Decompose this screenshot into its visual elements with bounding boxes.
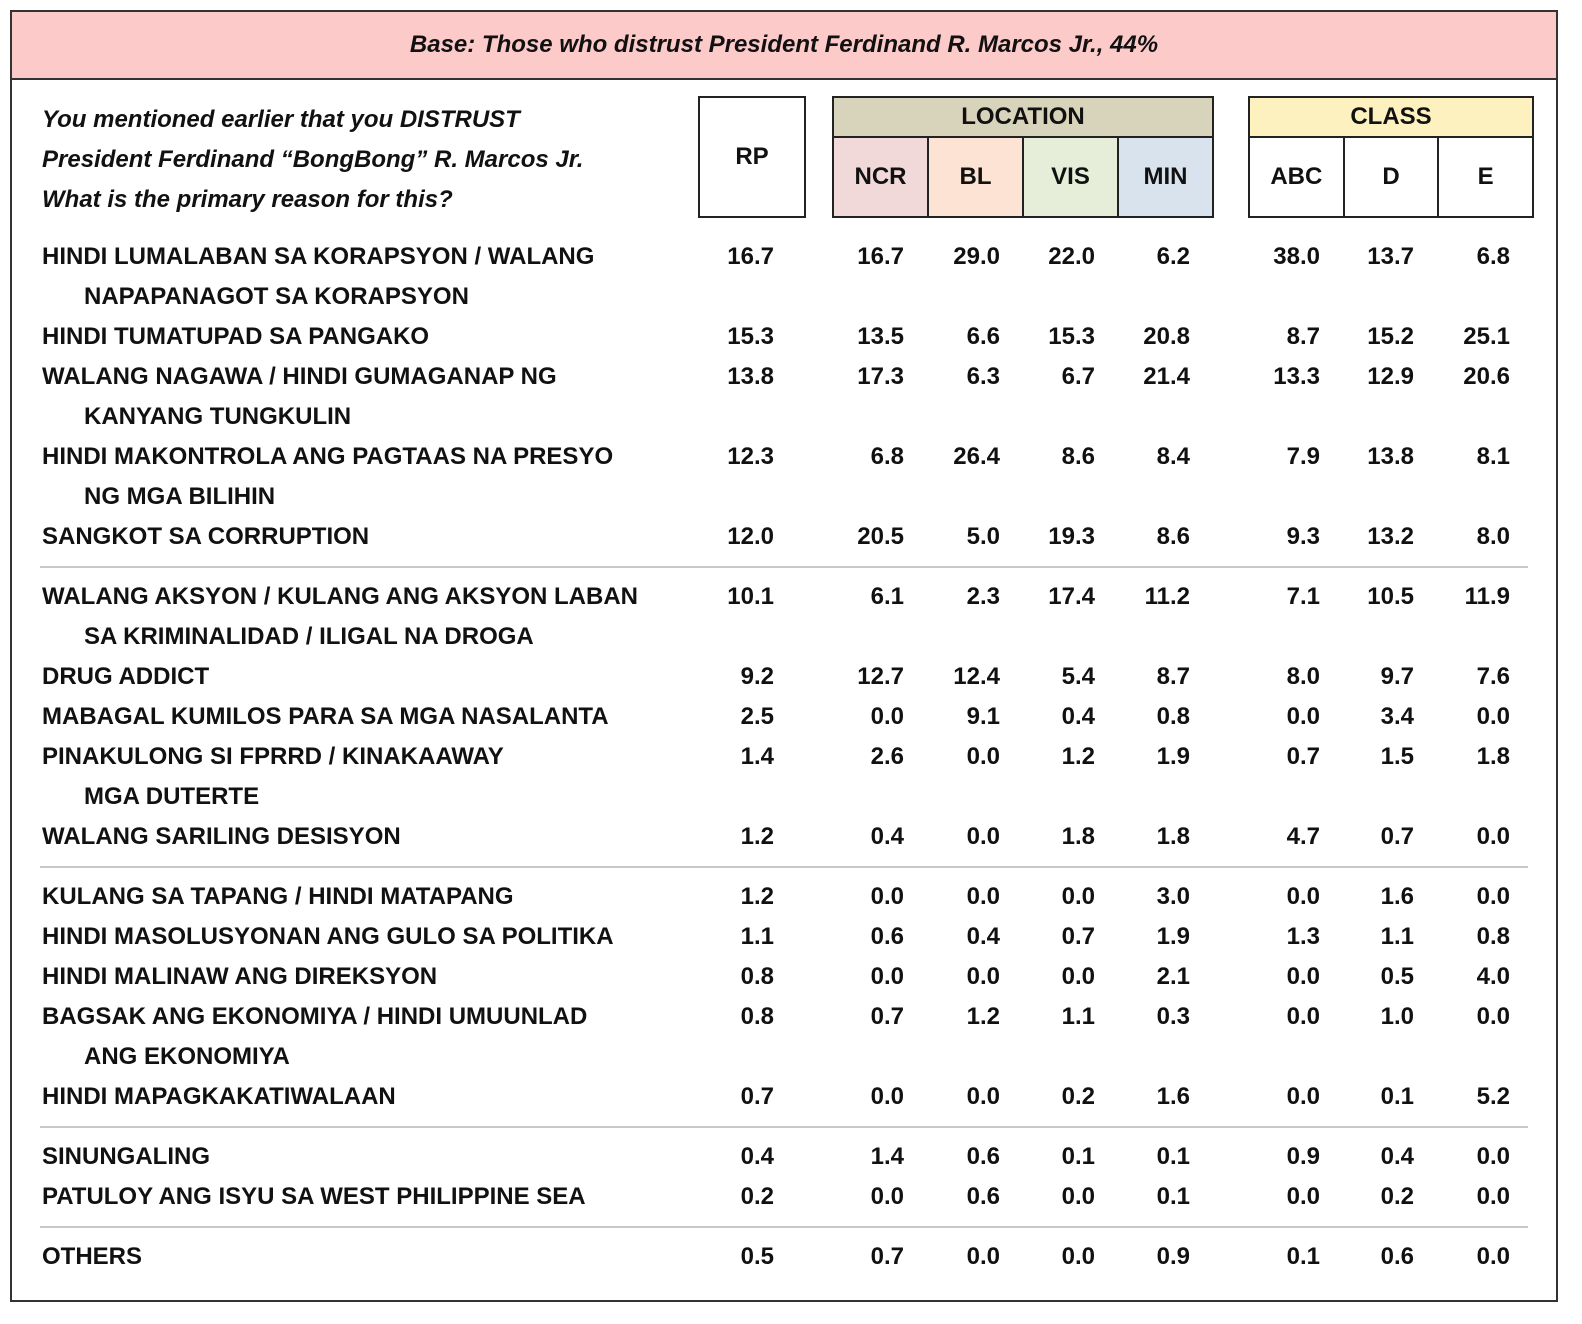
cell-rp: 0.7 — [740, 1083, 774, 1110]
cell-e: 4.0 — [1476, 963, 1510, 990]
cell-ncr: 6.1 — [870, 583, 904, 610]
row-label-line: HINDI MASOLUSYONAN ANG GULO SA POLITIKA — [42, 923, 614, 950]
row-label-line: WALANG AKSYON / KULANG ANG AKSYON LABAN — [42, 583, 638, 610]
cell-min: 1.6 — [1156, 1083, 1190, 1110]
cell-min: 8.4 — [1156, 443, 1190, 470]
cell-bl: 2.3 — [966, 583, 1000, 610]
row-label-line: BAGSAK ANG EKONOMIYA / HINDI UMUUNLAD — [42, 1003, 588, 1030]
cell-min: 0.8 — [1156, 703, 1190, 730]
cell-bl: 6.3 — [966, 363, 1000, 390]
cell-min: 0.9 — [1156, 1243, 1190, 1270]
cell-d: 12.9 — [1367, 363, 1414, 390]
cell-bl: 0.6 — [966, 1143, 1000, 1170]
cell-vis: 22.0 — [1048, 243, 1095, 270]
cell-ncr: 0.0 — [870, 963, 904, 990]
cell-min: 6.2 — [1156, 243, 1190, 270]
section-divider — [12, 557, 1556, 577]
row-label-line: OTHERS — [42, 1243, 143, 1270]
cell-rp: 0.2 — [740, 1183, 774, 1210]
cell-vis: 1.1 — [1061, 1003, 1095, 1030]
cell-abc: 13.3 — [1273, 363, 1320, 390]
cell-e: 0.0 — [1476, 1143, 1510, 1170]
cell-abc: 0.1 — [1286, 1243, 1320, 1270]
cell-vis: 0.4 — [1061, 703, 1095, 730]
cell-bl: 0.0 — [966, 823, 1000, 850]
cell-min: 1.9 — [1156, 743, 1190, 770]
section-divider — [12, 1217, 1556, 1237]
question-text — [42, 100, 682, 220]
cell-rp: 15.3 — [727, 323, 774, 350]
cell-ncr: 16.7 — [857, 243, 904, 270]
row-label — [42, 1137, 702, 1177]
base-text: Base: Those who distrust President Ferdinand R. Marcos Jr., 44% — [409, 31, 1159, 58]
col-header-d: D — [1345, 138, 1440, 216]
cell-d: 3.4 — [1380, 703, 1414, 730]
question-line: You mentioned earlier that you DISTRUST — [42, 106, 520, 133]
col-header-min: MIN — [1119, 138, 1212, 216]
cell-rp: 13.8 — [727, 363, 774, 390]
cell-vis: 5.4 — [1061, 663, 1095, 690]
cell-min: 8.6 — [1156, 523, 1190, 550]
row-label — [42, 437, 702, 517]
cell-d: 0.5 — [1380, 963, 1414, 990]
cell-rp: 1.2 — [740, 883, 774, 910]
cell-ncr: 0.0 — [870, 1183, 904, 1210]
cell-ncr: 0.0 — [870, 883, 904, 910]
cell-rp: 0.4 — [740, 1143, 774, 1170]
divider-line — [40, 866, 1528, 868]
table-frame — [10, 10, 1558, 1302]
table-row — [12, 697, 1556, 737]
cell-abc: 7.1 — [1286, 583, 1320, 610]
cell-bl: 12.4 — [953, 663, 1000, 690]
row-label-line: KANYANG TUNGKULIN — [84, 403, 352, 430]
question-line: President Ferdinand “BongBong” R. Marcos Jr. — [42, 146, 584, 173]
divider-line — [40, 1226, 1528, 1228]
cell-abc: 0.0 — [1286, 883, 1320, 910]
row-label — [42, 357, 702, 437]
table-row — [12, 737, 1556, 817]
cell-vis: 6.7 — [1061, 363, 1095, 390]
cell-abc: 0.9 — [1286, 1143, 1320, 1170]
cell-abc: 9.3 — [1286, 523, 1320, 550]
cell-d: 9.7 — [1380, 663, 1414, 690]
cell-e: 0.0 — [1476, 883, 1510, 910]
cell-abc: 0.7 — [1286, 743, 1320, 770]
cell-rp: 0.5 — [740, 1243, 774, 1270]
cell-d: 1.5 — [1380, 743, 1414, 770]
cell-rp: 1.2 — [740, 823, 774, 850]
row-label-line: DRUG ADDICT — [42, 663, 210, 690]
row-label-line: HINDI MAKONTROLA ANG PAGTAAS NA PRESYO — [42, 443, 614, 470]
cell-rp: 2.5 — [740, 703, 774, 730]
cell-e: 5.2 — [1476, 1083, 1510, 1110]
cell-rp: 1.1 — [740, 923, 774, 950]
table-row — [12, 1237, 1556, 1277]
row-label-line: NAPAPANAGOT SA KORAPSYON — [84, 283, 469, 310]
row-label-line: NG MGA BILIHIN — [84, 483, 276, 510]
cell-e: 8.0 — [1476, 523, 1510, 550]
cell-d: 0.7 — [1380, 823, 1414, 850]
cell-vis: 0.0 — [1061, 883, 1095, 910]
cell-abc: 0.0 — [1286, 703, 1320, 730]
cell-d: 0.1 — [1380, 1083, 1414, 1110]
question-line: What is the primary reason for this? — [42, 186, 453, 213]
row-label — [42, 1177, 702, 1217]
cell-vis: 0.0 — [1061, 1183, 1095, 1210]
row-label — [42, 737, 702, 817]
cell-abc: 38.0 — [1273, 243, 1320, 270]
cell-min: 0.3 — [1156, 1003, 1190, 1030]
table-row — [12, 877, 1556, 917]
cell-bl: 0.0 — [966, 743, 1000, 770]
cell-min: 21.4 — [1143, 363, 1190, 390]
cell-rp: 16.7 — [727, 243, 774, 270]
class-subheaders — [1250, 138, 1532, 216]
row-label-line: ANG EKONOMIYA — [84, 1043, 290, 1070]
cell-rp: 10.1 — [727, 583, 774, 610]
cell-d: 0.6 — [1380, 1243, 1414, 1270]
cell-ncr: 17.3 — [857, 363, 904, 390]
cell-vis: 0.7 — [1061, 923, 1095, 950]
cell-abc: 4.7 — [1286, 823, 1320, 850]
row-label-line: KULANG SA TAPANG / HINDI MATAPANG — [42, 883, 514, 910]
row-label — [42, 577, 702, 657]
cell-bl: 29.0 — [953, 243, 1000, 270]
cell-rp: 1.4 — [740, 743, 774, 770]
table-row — [12, 917, 1556, 957]
divider-line — [40, 1126, 1528, 1128]
cell-d: 13.8 — [1367, 443, 1414, 470]
cell-min: 8.7 — [1156, 663, 1190, 690]
table-row — [12, 997, 1556, 1077]
cell-d: 13.2 — [1367, 523, 1414, 550]
cell-bl: 0.6 — [966, 1183, 1000, 1210]
row-label-line: WALANG NAGAWA / HINDI GUMAGANAP NG — [42, 363, 557, 390]
cell-min: 20.8 — [1143, 323, 1190, 350]
cell-e: 8.1 — [1476, 443, 1510, 470]
location-header — [832, 96, 1214, 218]
cell-ncr: 0.4 — [870, 823, 904, 850]
cell-d: 1.0 — [1380, 1003, 1414, 1030]
table-row — [12, 957, 1556, 997]
cell-bl: 0.0 — [966, 883, 1000, 910]
table-row — [12, 357, 1556, 437]
cell-bl: 0.0 — [966, 1243, 1000, 1270]
row-label-line: HINDI TUMATUPAD SA PANGAKO — [42, 323, 430, 350]
cell-e: 1.8 — [1476, 743, 1510, 770]
row-label — [42, 917, 702, 957]
cell-vis: 0.2 — [1061, 1083, 1095, 1110]
table-row — [12, 317, 1556, 357]
row-label — [42, 1077, 702, 1117]
table-body — [12, 237, 1556, 1277]
cell-rp: 0.8 — [740, 963, 774, 990]
cell-bl: 5.0 — [966, 523, 1000, 550]
base-banner — [12, 12, 1556, 80]
cell-d: 10.5 — [1367, 583, 1414, 610]
cell-vis: 1.2 — [1061, 743, 1095, 770]
cell-ncr: 0.7 — [870, 1003, 904, 1030]
cell-vis: 8.6 — [1061, 443, 1095, 470]
cell-d: 1.6 — [1380, 883, 1414, 910]
col-header-vis: VIS — [1024, 138, 1119, 216]
class-title: CLASS — [1250, 98, 1532, 138]
cell-ncr: 12.7 — [857, 663, 904, 690]
cell-vis: 0.1 — [1061, 1143, 1095, 1170]
col-header-bl: BL — [929, 138, 1024, 216]
row-label-line: PATULOY ANG ISYU SA WEST PHILIPPINE SEA — [42, 1183, 586, 1210]
cell-e: 7.6 — [1476, 663, 1510, 690]
location-title: LOCATION — [834, 98, 1212, 138]
cell-e: 0.0 — [1476, 823, 1510, 850]
cell-min: 1.8 — [1156, 823, 1190, 850]
cell-d: 0.2 — [1380, 1183, 1414, 1210]
table-row — [12, 1177, 1556, 1217]
table-row — [12, 1137, 1556, 1177]
row-label-line: MABAGAL KUMILOS PARA SA MGA NASALANTA — [42, 703, 609, 730]
cell-abc: 8.0 — [1286, 663, 1320, 690]
cell-e: 0.0 — [1476, 1243, 1510, 1270]
cell-min: 11.2 — [1144, 583, 1190, 610]
cell-d: 13.7 — [1367, 243, 1414, 270]
cell-bl: 0.0 — [966, 1083, 1000, 1110]
cell-min: 3.0 — [1156, 883, 1190, 910]
table-row — [12, 817, 1556, 857]
table-row — [12, 657, 1556, 697]
cell-bl: 6.6 — [966, 323, 1000, 350]
table-row — [12, 237, 1556, 317]
cell-bl: 1.2 — [966, 1003, 1000, 1030]
cell-d: 15.2 — [1367, 323, 1414, 350]
rp-header — [698, 96, 806, 218]
cell-abc: 1.3 — [1286, 923, 1320, 950]
cell-ncr: 0.0 — [870, 703, 904, 730]
row-label — [42, 957, 702, 997]
row-label — [42, 877, 702, 917]
cell-e: 0.0 — [1476, 1003, 1510, 1030]
cell-abc: 0.0 — [1286, 963, 1320, 990]
cell-bl: 0.4 — [966, 923, 1000, 950]
cell-e: 0.0 — [1476, 1183, 1510, 1210]
row-label-line: HINDI MALINAW ANG DIREKSYON — [42, 963, 438, 990]
cell-ncr: 13.5 — [857, 323, 904, 350]
cell-rp: 0.8 — [740, 1003, 774, 1030]
location-subheaders — [834, 138, 1212, 216]
cell-vis: 15.3 — [1048, 323, 1095, 350]
cell-abc: 0.0 — [1286, 1183, 1320, 1210]
row-label — [42, 817, 702, 857]
cell-ncr: 0.0 — [870, 1083, 904, 1110]
row-label-line: HINDI LUMALABAN SA KORAPSYON / WALANG — [42, 243, 595, 270]
cell-min: 2.1 — [1156, 963, 1190, 990]
cell-abc: 0.0 — [1286, 1083, 1320, 1110]
cell-abc: 0.0 — [1286, 1003, 1320, 1030]
cell-bl: 0.0 — [966, 963, 1000, 990]
col-header-abc: ABC — [1250, 138, 1345, 216]
cell-vis: 1.8 — [1061, 823, 1095, 850]
cell-min: 1.9 — [1156, 923, 1190, 950]
cell-abc: 8.7 — [1286, 323, 1320, 350]
row-label — [42, 697, 702, 737]
cell-min: 0.1 — [1156, 1183, 1190, 1210]
row-label — [42, 997, 702, 1077]
cell-ncr: 2.6 — [870, 743, 904, 770]
row-label-line: SA KRIMINALIDAD / ILIGAL NA DROGA — [84, 623, 534, 650]
col-header-ncr: NCR — [834, 138, 929, 216]
class-header — [1248, 96, 1534, 218]
cell-bl: 26.4 — [953, 443, 1000, 470]
row-label-line: PINAKULONG SI FPRRD / KINAKAAWAY — [42, 743, 504, 770]
row-label — [42, 317, 702, 357]
table-row — [12, 577, 1556, 657]
cell-e: 11.9 — [1464, 583, 1510, 610]
cell-e: 0.8 — [1476, 923, 1510, 950]
cell-d: 1.1 — [1380, 923, 1414, 950]
cell-vis: 17.4 — [1048, 583, 1095, 610]
cell-ncr: 0.6 — [870, 923, 904, 950]
row-label — [42, 657, 702, 697]
cell-ncr: 1.4 — [870, 1143, 904, 1170]
section-divider — [12, 1117, 1556, 1137]
cell-e: 25.1 — [1463, 323, 1510, 350]
table-row — [12, 437, 1556, 517]
cell-d: 0.4 — [1380, 1143, 1414, 1170]
row-label — [42, 517, 702, 557]
row-label — [42, 1237, 702, 1277]
section-divider — [12, 857, 1556, 877]
row-label-line: HINDI MAPAGKAKATIWALAAN — [42, 1083, 396, 1110]
cell-vis: 19.3 — [1048, 523, 1095, 550]
divider-line — [40, 566, 1528, 568]
table-row — [12, 1077, 1556, 1117]
cell-vis: 0.0 — [1061, 963, 1095, 990]
row-label-line: WALANG SARILING DESISYON — [42, 823, 401, 850]
cell-e: 0.0 — [1476, 703, 1510, 730]
row-label-line: SINUNGALING — [42, 1143, 210, 1170]
row-label-line: SANGKOT SA CORRUPTION — [42, 523, 370, 550]
cell-vis: 0.0 — [1061, 1243, 1095, 1270]
cell-bl: 9.1 — [966, 703, 1000, 730]
cell-ncr: 0.7 — [870, 1243, 904, 1270]
cell-min: 0.1 — [1156, 1143, 1190, 1170]
cell-e: 20.6 — [1463, 363, 1510, 390]
cell-rp: 12.0 — [727, 523, 774, 550]
col-header-e: E — [1477, 163, 1494, 190]
cell-rp: 12.3 — [727, 443, 774, 470]
table-row — [12, 517, 1556, 557]
cell-ncr: 20.5 — [857, 523, 904, 550]
row-label — [42, 237, 702, 317]
cell-abc: 7.9 — [1286, 443, 1320, 470]
rp-header-label: RP — [735, 143, 769, 170]
cell-e: 6.8 — [1476, 243, 1510, 270]
cell-rp: 9.2 — [740, 663, 774, 690]
cell-ncr: 6.8 — [870, 443, 904, 470]
row-label-line: MGA DUTERTE — [84, 783, 260, 810]
